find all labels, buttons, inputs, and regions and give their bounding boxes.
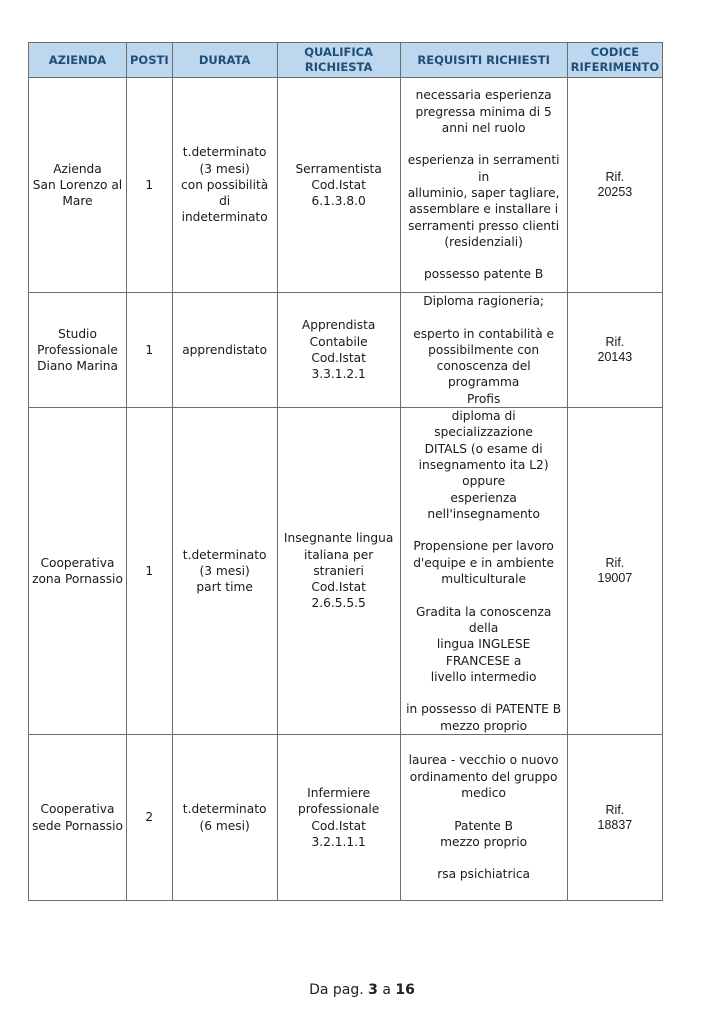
cell-codice: Rif. 20143 bbox=[567, 293, 663, 408]
cell-requisiti: necessaria esperienza pregressa minima di 5 anni nel ruolo esperienza in serramenti in alluminio, saper tagliare, assemblare e installare i serramenti presso clienti (residenziali) possesso patente B bbox=[400, 78, 567, 293]
header-durata: DURATA bbox=[172, 43, 277, 78]
cell-azienda: Studio Professionale Diano Marina bbox=[29, 293, 127, 408]
table-row bbox=[29, 293, 663, 408]
page-footer bbox=[0, 982, 724, 998]
table-row bbox=[29, 408, 663, 735]
cell-durata: t.determinato (6 mesi) bbox=[172, 735, 277, 901]
cell-codice: Rif. 20253 bbox=[567, 78, 663, 293]
cell-qualifica: Serramentista Cod.Istat 6.1.3.8.0 bbox=[277, 78, 400, 293]
cell-posti: 2 bbox=[127, 735, 173, 901]
cell-durata: t.determinato (3 mesi) con possibilità di indeterminato bbox=[172, 78, 277, 293]
cell-azienda: Azienda San Lorenzo al Mare bbox=[29, 78, 127, 293]
header-posti: POSTI bbox=[127, 43, 173, 78]
cell-azienda: Cooperativa sede Pornassio bbox=[29, 735, 127, 901]
cell-qualifica: Infermiere professionale Cod.Istat 3.2.1.1.1 bbox=[277, 735, 400, 901]
cell-codice: Rif. 18837 bbox=[567, 735, 663, 901]
footer-prefix: Da pag. bbox=[309, 982, 369, 998]
header-codice: CODICE RIFERIMENTO bbox=[567, 43, 663, 78]
cell-durata: t.determinato (3 mesi) part time bbox=[172, 408, 277, 735]
table-row bbox=[29, 78, 663, 293]
header-requisiti: REQUISITI RICHIESTI bbox=[400, 43, 567, 78]
total-pages-number: 16 bbox=[395, 982, 415, 998]
cell-posti: 1 bbox=[127, 78, 173, 293]
cell-requisiti: diploma di specializzazione DITALS (o esame di insegnamento ita L2) oppure esperienza nell'insegnamento Propensione per lavoro d'equipe e in ambiente multiculturale Gradita la conoscenza della lingua INGLESE FRANCESE a livello intermedio in possesso di PATENTE B mezzo proprio bbox=[400, 408, 567, 735]
cell-durata: apprendistato bbox=[172, 293, 277, 408]
cell-requisiti: Diploma ragioneria; esperto in contabilità e possibilmente con conoscenza del programma Profis bbox=[400, 293, 567, 408]
cell-azienda: Cooperativa zona Pornassio bbox=[29, 408, 127, 735]
cell-posti: 1 bbox=[127, 408, 173, 735]
table-row bbox=[29, 735, 663, 901]
cell-qualifica: Insegnante lingua italiana per stranieri Cod.Istat 2.6.5.5.5 bbox=[277, 408, 400, 735]
cell-qualifica: Apprendista Contabile Cod.Istat 3.3.1.2.1 bbox=[277, 293, 400, 408]
header-azienda: AZIENDA bbox=[29, 43, 127, 78]
cell-requisiti: laurea - vecchio o nuovo ordinamento del gruppo medico Patente B mezzo proprio rsa psichiatrica bbox=[400, 735, 567, 901]
cell-posti: 1 bbox=[127, 293, 173, 408]
footer-separator: a bbox=[377, 982, 396, 998]
header-qualifica: QUALIFICA RICHIESTA bbox=[277, 43, 400, 78]
current-page-number: 3 bbox=[368, 982, 378, 998]
job-offers-table bbox=[28, 42, 663, 901]
table-header-row bbox=[29, 43, 663, 78]
cell-codice: Rif. 19007 bbox=[567, 408, 663, 735]
